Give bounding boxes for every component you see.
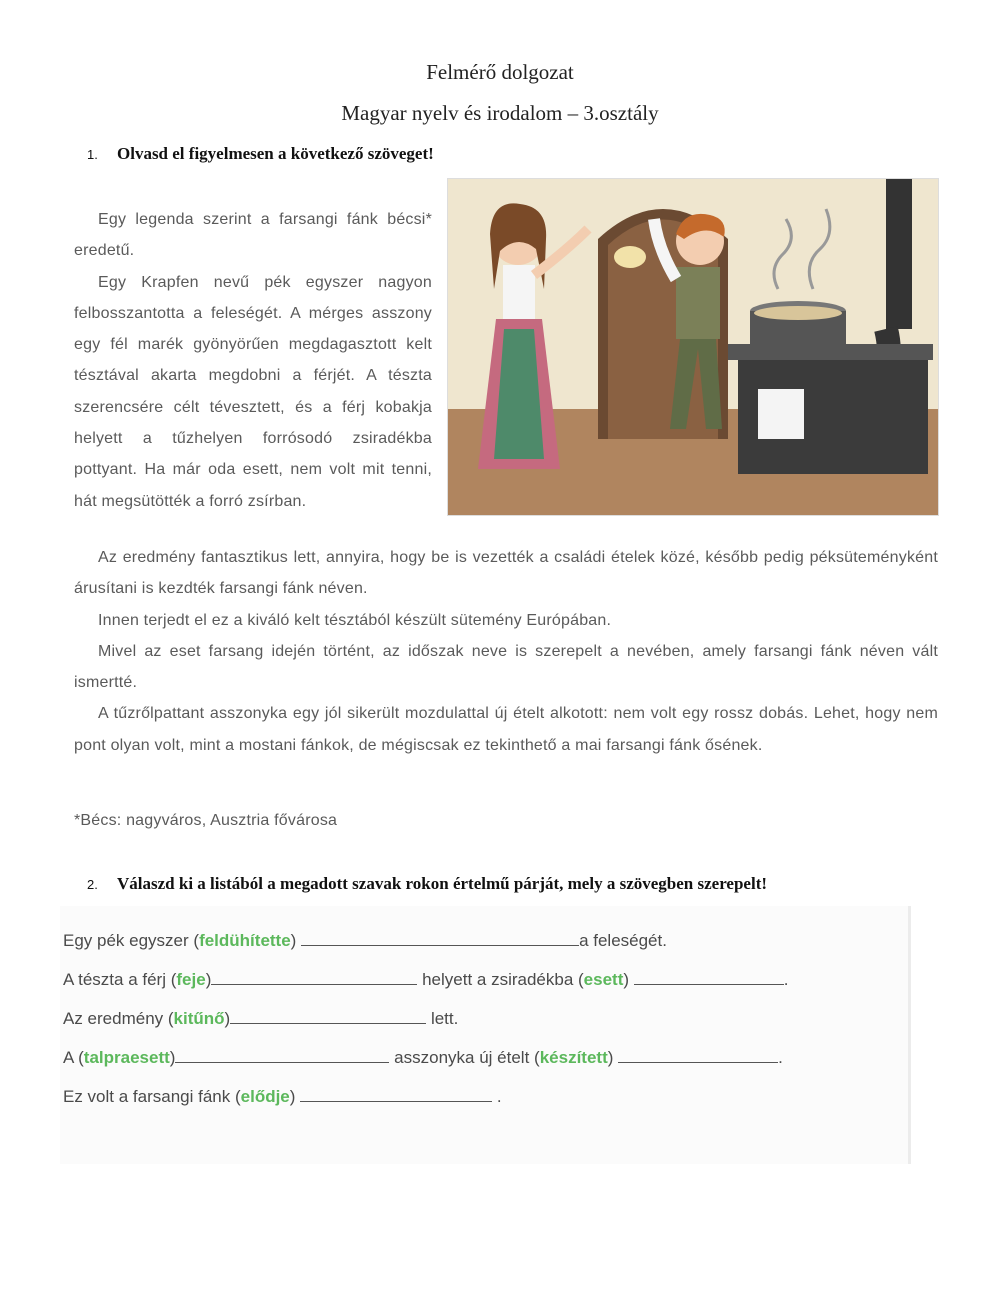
- task-text: Válaszd ki a listából a megadott szavak rokon értelmű párját, mely a szövegben szerepelt!: [117, 874, 768, 893]
- keyword: talpraesett: [83, 1048, 170, 1067]
- answer-blank[interactable]: [211, 968, 417, 985]
- story-paragraph: Innen terjedt el ez a kiváló kelt tésztából készült sütemény Európában.: [98, 611, 612, 629]
- keyword: esett: [583, 970, 624, 989]
- answer-blank[interactable]: [175, 1046, 389, 1063]
- keyword: elődje: [240, 1087, 290, 1106]
- exercise-row-4: A (talpraesett) asszonyka új ételt (készített) .: [63, 1048, 783, 1067]
- story-paragraph: Egy Krapfen nevű pék egyszer nagyon felbosszantotta a feleségét. A mérges asszony egy fél marék gyönyörűen megdagasztott kelt tésztával akarta megdobni a férjét. A tészta szerencsére célt tévesztett, és a férj kobakja helyett a tűzhelyen forrósodó zsiradékba pottyant. Ha már oda esett, nem volt mit tenni, hát megsütötték a forró zsírban.: [74, 273, 432, 510]
- story-paragraph: Egy legenda szerint a farsangi fánk bécsi* eredetű.: [74, 211, 432, 260]
- story-paragraph: A tűzrőlpattant asszonyka egy jól sikerült mozdulattal új ételt alkotott: nem volt egy rossz dobás. Lehet, hogy nem pont olyan volt, mint a mostani fánkok, de mégiscsak ez tekinthető a mai farsangi fánk ősének.: [74, 705, 938, 754]
- keyword: feje: [176, 970, 206, 989]
- page-title: Felmérő dolgozat: [426, 60, 574, 84]
- story-text-wide: [74, 542, 938, 761]
- answer-blank[interactable]: [300, 1085, 492, 1102]
- kitchen-scene-image: [448, 179, 938, 515]
- keyword: feldühítette: [199, 931, 291, 950]
- answer-blank[interactable]: [618, 1046, 778, 1063]
- page-subtitle: Magyar nyelv és irodalom – 3.osztály: [341, 101, 659, 125]
- keyword: kitűnő: [173, 1009, 225, 1028]
- answer-blank[interactable]: [230, 1007, 426, 1024]
- story-illustration: [447, 178, 939, 516]
- keyword: készített: [539, 1048, 608, 1067]
- story-paragraph: Az eredmény fantasztikus lett, annyira, hogy be is vezették a családi ételek közé, később pedig péksüteményként árusítani is kezdték farsangi fánk néven.: [74, 549, 938, 598]
- story-paragraph: Mivel az eset farsang idején történt, az időszak neve is szerepelt a nevében, amely farsangi fánk néven vált ismertté.: [74, 642, 938, 692]
- task-1-instruction: [87, 144, 434, 164]
- answer-blank[interactable]: [301, 929, 579, 946]
- task-number: 1.: [87, 147, 98, 162]
- exercise-row-2: A tészta a férj (feje) helyett a zsiradékba (esett) .: [63, 970, 789, 989]
- exercise-row-3: Az eredmény (kitűnő) lett.: [63, 1009, 459, 1028]
- story-text-narrow: [74, 204, 432, 517]
- task-text: Olvasd el figyelmesen a következő szöveget!: [117, 144, 434, 163]
- footnote: *Bécs: nagyváros, Ausztria fővárosa: [74, 812, 338, 829]
- answer-blank[interactable]: [634, 968, 784, 985]
- exercise-row-1: Egy pék egyszer (feldühítette) a feleségét.: [63, 931, 667, 950]
- task-number: 2.: [87, 877, 98, 892]
- exercise-row-5: Ez volt a farsangi fánk (elődje) .: [63, 1087, 502, 1106]
- task-2-instruction: [87, 874, 767, 894]
